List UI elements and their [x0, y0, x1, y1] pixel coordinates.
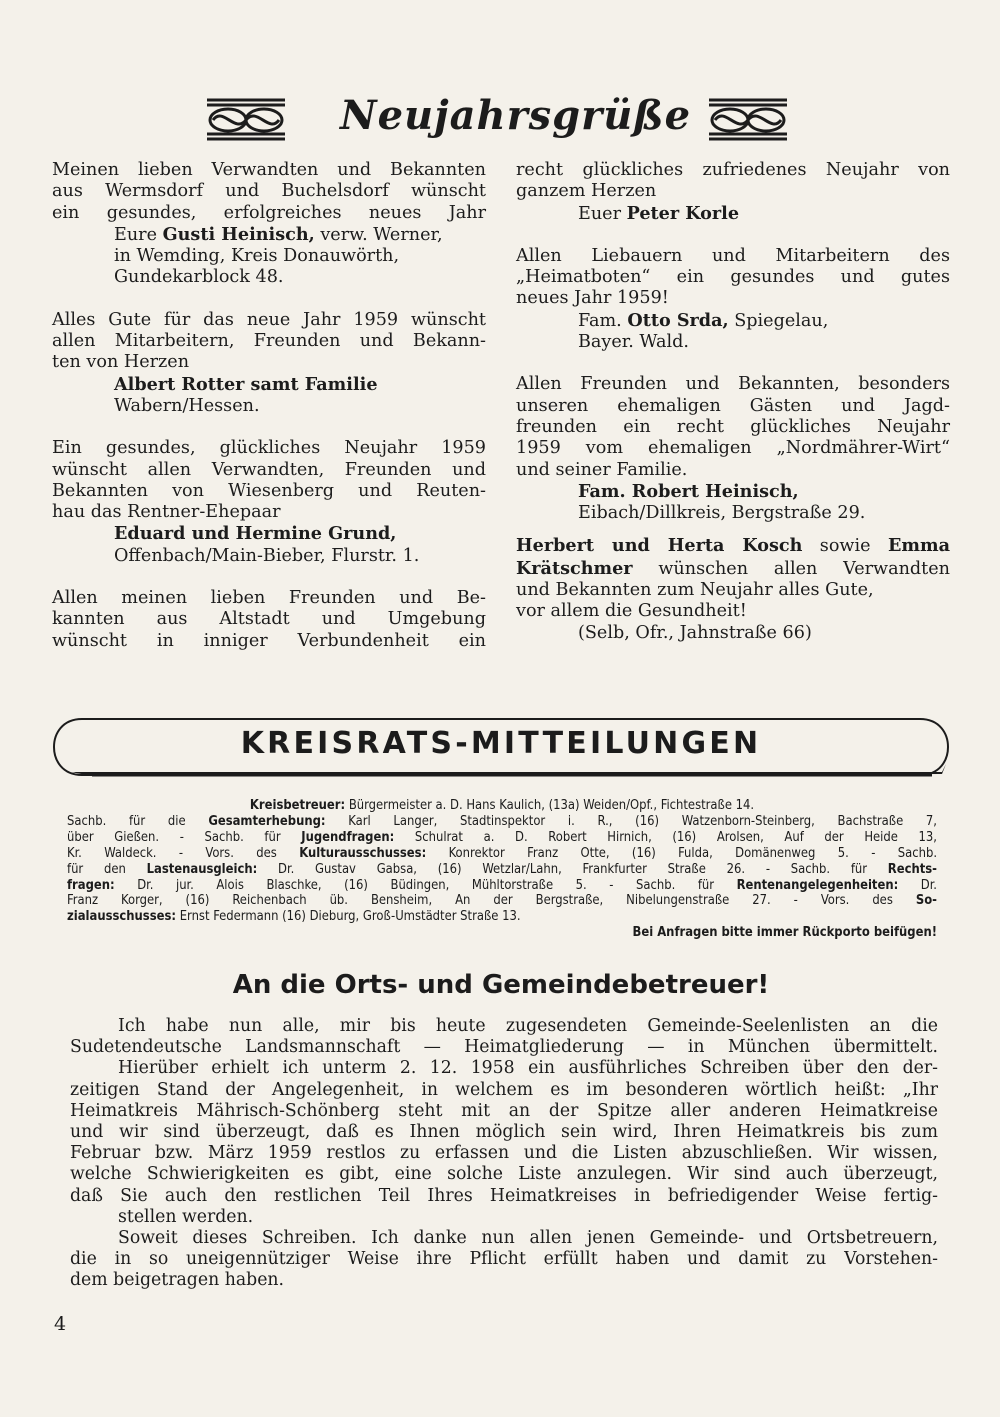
signature-line: Gundekarblock 48.: [114, 267, 284, 288]
article-title: An die Orts- und Gemeindebetreuer!: [232, 970, 770, 1000]
greeting-line: Allen meinen lieben Freunden und Be-: [52, 588, 486, 609]
greeting-line: unseren ehemaligen Gästen und Jagd-: [516, 395, 950, 416]
greeting-line: Krätschmer wünschen allen Verwandten: [516, 557, 950, 579]
greeting-line: Ein gesundes, glückliches Neujahr 1959: [52, 438, 486, 459]
right-ornament-icon: [705, 96, 791, 142]
greeting-line: und Bekannten zum Neujahr alles Gute,: [516, 580, 874, 601]
greeting-line: neues Jahr 1959!: [516, 288, 669, 309]
article-line: zeitigen Stand der Angelegenheit, in welchem es im besonderen wörtlich heißt: „Ihr: [70, 1079, 938, 1100]
article-line: und wir sind überzeugt, daß es Ihnen möglich sein wird, Ihren Heimatkreis bis zum: [70, 1122, 938, 1143]
greeting-line: hau das Rentner-Ehepaar: [52, 502, 281, 523]
article-line: Ich habe nun alle, mir bis heute zugesendeten Gemeinde-Seelenlisten an die: [118, 1016, 938, 1036]
article-line: Sudetendeutsche Landsmannschaft — Heimatgliederung — in München übermittelt.: [70, 1037, 938, 1058]
greeting-line: aus Wermsdorf und Buchelsdorf wünscht: [52, 181, 486, 202]
signature-line: Eduard und Hermine Grund,: [114, 523, 397, 545]
signature-line: Eure Gusti Heinisch, verw. Werner,: [114, 223, 443, 245]
article-line: Heimatkreis Mährisch-Schönberg steht mit an der Spitze aller anderen Heimatkreise: [70, 1100, 938, 1121]
article-line: Soweit dieses Schreiben. Ich danke nun allen jenen Gemeinde- und Ortsbetreuern,: [118, 1228, 938, 1249]
greeting-line: vor allem die Gesundheit!: [516, 601, 747, 622]
greeting-line: 1959 vom ehemaligen „Nordmährer-Wirt“: [516, 438, 950, 459]
article-line: daß Sie auch den restlichen Teil Ihres Heimatkreises in befriedigender Weise fertig-: [70, 1185, 938, 1206]
kreisrat-block: [67, 798, 937, 941]
signature-line: Fam. Otto Srda, Spiegelau,: [578, 309, 829, 331]
kreisrat-line: Franz Korger, (16) Reichenbach üb. Bensheim, An der Bergstraße, Nibelungenstraße 27. - Vors. des So-: [67, 893, 937, 909]
greeting-line: Herbert und Herta Kosch sowie Emma: [516, 535, 950, 557]
banner-title: KREISRATS-MITTEILUNGEN: [240, 726, 762, 761]
greeting-line: ein gesundes, erfolgreiches neues Jahr: [52, 202, 486, 223]
kreisrat-line: fragen: Dr. jur. Alois Blaschke, (16) Büdingen, Mühltorstraße 5. - Sachb. für Rentenangelegenheiten: Dr.: [67, 877, 937, 893]
signature-line: Albert Rotter samt Familie: [114, 373, 378, 395]
greeting-line: Allen Liebauern und Mitarbeitern des: [516, 245, 950, 266]
signature-line: Fam. Robert Heinisch,: [578, 480, 799, 502]
right-column: [516, 160, 950, 644]
greeting-line: wünscht in inniger Verbundenheit ein: [52, 630, 486, 651]
greeting-line: wünscht allen Verwandten, Freunden und: [52, 459, 486, 480]
article-line: welche Schwierigkeiten es gibt, eine solche Liste anzulegen. Wir sind auch überzeugt,: [70, 1164, 938, 1185]
greeting-line: recht glückliches zufriedenes Neujahr von: [516, 160, 950, 180]
kreisrat-line: zialausschusses: Ernst Federmann (16) Dieburg, Groß-Umstädter Straße 13.: [67, 909, 521, 925]
kreisrat-line: über Gießen. - Sachb. für Jugendfragen: Schulrat a. D. Robert Hirnich, (16) Arolsen, Auf der Heide 13,: [67, 829, 937, 845]
signature-line: Wabern/Hessen.: [114, 395, 260, 416]
page-number: 4: [54, 1313, 67, 1335]
signature-line: Euer Peter Korle: [578, 202, 740, 224]
left-column: [52, 160, 486, 652]
article-body: [70, 1016, 938, 1292]
signature-line: Eibach/Dillkreis, Bergstraße 29.: [578, 503, 866, 524]
kreisrat-line: Sachb. für die Gesamterhebung: Karl Langer, Stadtinspektor i. R., (16) Watzenborn-Steinberg, Bachstraße 7,: [67, 813, 937, 829]
greeting-line: kannten aus Altstadt und Umgebung: [52, 609, 486, 630]
address-line: (Selb, Ofr., Jahnstraße 66): [578, 622, 812, 643]
greeting-line: freunden ein recht glückliches Neujahr: [516, 416, 950, 437]
greeting-line: und seiner Familie.: [516, 459, 688, 480]
greeting-line: Meinen lieben Verwandten und Bekannten: [52, 160, 486, 180]
page-title: Neujahrsgrüße: [340, 92, 692, 139]
article-line: stellen werden.: [118, 1206, 254, 1227]
kreisrat-line: für den Lastenausgleich: Dr. Gustav Gabsa, (16) Wetzlar/Lahn, Frankfurter Straße 26. - Sachb. für Rechts-: [67, 861, 937, 877]
greeting-line: Allen Freunden und Bekannten, besonders: [516, 374, 950, 395]
article-line: Februar bzw. März 1959 restlos zu erfassen und die Listen abzuschließen. Wir wissen,: [70, 1143, 938, 1164]
greeting-line: Alles Gute für das neue Jahr 1959 wünscht: [52, 309, 486, 330]
greeting-line: ganzem Herzen: [516, 181, 657, 202]
signature-line: Bayer. Wald.: [578, 332, 689, 353]
article-line: die in so uneigennütziger Weise ihre Pflicht erfüllt haben und damit zu Vorstehen-: [70, 1249, 938, 1270]
greeting-line: ten von Herzen: [52, 352, 190, 373]
greeting-line: Bekannten von Wiesenberg und Reuten-: [52, 480, 486, 501]
greeting-line: „Heimatboten“ ein gesundes und gutes: [516, 267, 950, 288]
article-line: dem beigetragen haben.: [70, 1270, 285, 1291]
left-ornament-icon: [203, 96, 289, 142]
greeting-line: allen Mitarbeitern, Freunden und Bekann-: [52, 331, 486, 352]
kreisrat-note: Bei Anfragen bitte immer Rückporto beifügen!: [632, 925, 937, 941]
signature-line: Offenbach/Main-Bieber, Flurstr. 1.: [114, 545, 420, 566]
kreisrat-line: Kr. Waldeck. - Vors. des Kulturausschusses: Konrektor Franz Otte, (16) Fulda, Domänenweg 5. - Sachb.: [67, 845, 937, 861]
kreisrat-line: Kreisbetreuer: Bürgermeister a. D. Hans Kaulich, (13a) Weiden/Opf., Fichtestraße 14.: [249, 798, 755, 813]
signature-line: in Wemding, Kreis Donauwörth,: [114, 246, 400, 267]
article-line: Hierüber erhielt ich unterm 2. 12. 1958 ein ausführliches Schreiben über den der-: [118, 1058, 938, 1079]
